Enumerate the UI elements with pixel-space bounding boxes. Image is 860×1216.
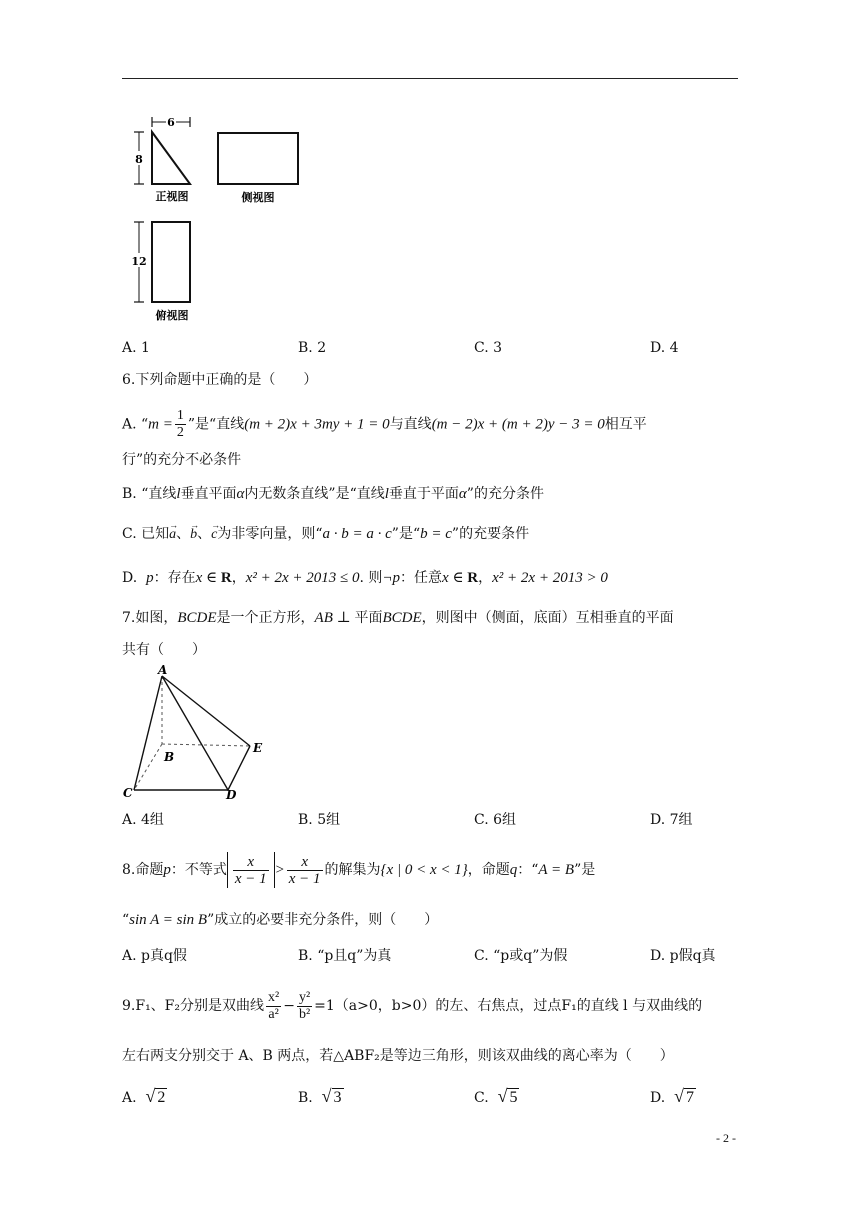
side-view-rect [218, 133, 298, 184]
q8-option-a: A. p真q假 [122, 948, 187, 964]
vertex-b-label: B [164, 750, 175, 764]
dim-depth-label: 12 [131, 255, 147, 268]
vertex-d-label: D [226, 788, 237, 802]
side-view-label: 侧视图 [241, 191, 275, 204]
vertex-e-label: E [253, 741, 263, 755]
q9-stem: 9.F₁、F₂分别是双曲线 $\frac{\text{x²}}{\text{a²}}$ − $\frac{\text{y²}}{\text{b²}}$ =1（a>0，b>0）的左、右焦点，过点F₁的直线 l 与双曲线的 [122, 989, 703, 1022]
q7-option-d: D. 7组 [650, 812, 693, 828]
q6-option-b: B. “直线l垂直平面α内无数条直线”是“直线l垂直于平面α”的充分条件 [122, 486, 544, 502]
pyramid-figure [120, 664, 270, 804]
q8-stem: 8.命题p：不等式 $\frac{x}{x - 1}$ > $\frac{x}{x - 1}$ 的解集为{x | 0 < x < 1}，命题q：“A = B”是 [122, 853, 596, 887]
q8-option-d: D. p假q真 [650, 948, 716, 964]
q5-option-c: C. 3 [474, 340, 503, 356]
top-view-rect [152, 222, 190, 302]
q9-option-b: B. √ 3 [298, 1086, 342, 1106]
q9-option-c: C. √ 5 [474, 1086, 518, 1106]
vector-b: → b [190, 525, 197, 545]
header-rule [122, 78, 738, 79]
vertex-a-label: A [158, 664, 168, 677]
three-view-figure [130, 112, 320, 332]
dim-height-label: 8 [135, 153, 143, 166]
front-view-triangle [152, 132, 190, 184]
q6-c-b-eq-c: b = c [420, 526, 452, 542]
page-number: - 2 - [716, 1131, 736, 1145]
q6-a-mid2: 与直线 [389, 416, 432, 433]
q6-a-end: 相互平 [604, 416, 647, 433]
q7-option-b: B. 5组 [298, 812, 341, 828]
q6-a-line1: (m + 2)x + 3my + 1 = 0 [244, 416, 390, 433]
q9-option-d: D. √ 7 [650, 1086, 694, 1106]
q6-option-a [122, 408, 647, 441]
q6-stem: 6.下列命题中正确的是（ ） [122, 372, 318, 388]
q9-stem-cont: 左右两支分别交于 A、B 两点，若△ABF₂是等边三角形，则该双曲线的离心率为（ ） [122, 1048, 674, 1064]
q6-option-c: C. 已知→ a、→ b、→ c为非零向量，则“a · b = a · c”是“b = c”的充要条件 [122, 524, 529, 545]
q7-stem: 7.如图，BCDE是一个正方形，AB ⊥ 平面BCDE，则图中（侧面，底面）互相垂直的平面 [122, 610, 674, 626]
q7-option-c: C. 6组 [474, 812, 517, 828]
q7-option-a: A. 4组 [122, 812, 164, 828]
dim-width-label: 6 [167, 116, 175, 129]
q7-stem-cont: 共有（ ） [122, 642, 206, 658]
q9-frac-y: $\frac{\text{y²}}{\text{b²}}$ [298, 989, 311, 1022]
q6-a-m-eq: m = [148, 416, 173, 433]
q6-a-fraction: $\frac{1}{2}$ [176, 408, 184, 440]
q8-option-b: B. “p且q”为真 [298, 948, 392, 964]
q6-option-d: D. p：存在x ∈ R，x² + 2x + 2013 ≤ 0. 则¬p：任意x ∈ R，x² + 2x + 2013 > 0 [122, 570, 608, 586]
vector-c: → c [211, 525, 217, 545]
q6-c-dot-eq: a · b = a · c [322, 526, 392, 542]
q5-option-b: B. 2 [298, 340, 327, 356]
vertex-c-label: C [123, 786, 133, 800]
front-view-label: 正视图 [155, 190, 189, 203]
q5-option-a: A. 1 [122, 340, 150, 356]
q9-option-a: A. √ 2 [122, 1086, 166, 1106]
q5-option-d: D. 4 [650, 340, 679, 356]
q6-a-line2: (m − 2)x + (m + 2)y − 3 = 0 [431, 416, 605, 433]
q9-frac-x: $\frac{\text{x²}}{\text{a²}}$ [268, 989, 280, 1022]
vector-a: → a [169, 525, 176, 545]
q6-a-mid1: ”是“直线 [187, 416, 245, 433]
q6-a-prefix: A. “ [122, 416, 149, 433]
q8-stem-cont: “sin A = sin B”成立的必要非充分条件，则（ ） [122, 912, 439, 928]
q6-option-a-cont: 行”的充分不必条件 [122, 452, 242, 468]
q8-fraction: $\frac{x}{x - 1}$ [288, 853, 321, 887]
q8-option-c: C. “p或q”为假 [474, 948, 568, 964]
top-view-label: 俯视图 [155, 309, 189, 322]
q8-abs-value: $\frac{x}{x - 1}$ [227, 852, 275, 888]
